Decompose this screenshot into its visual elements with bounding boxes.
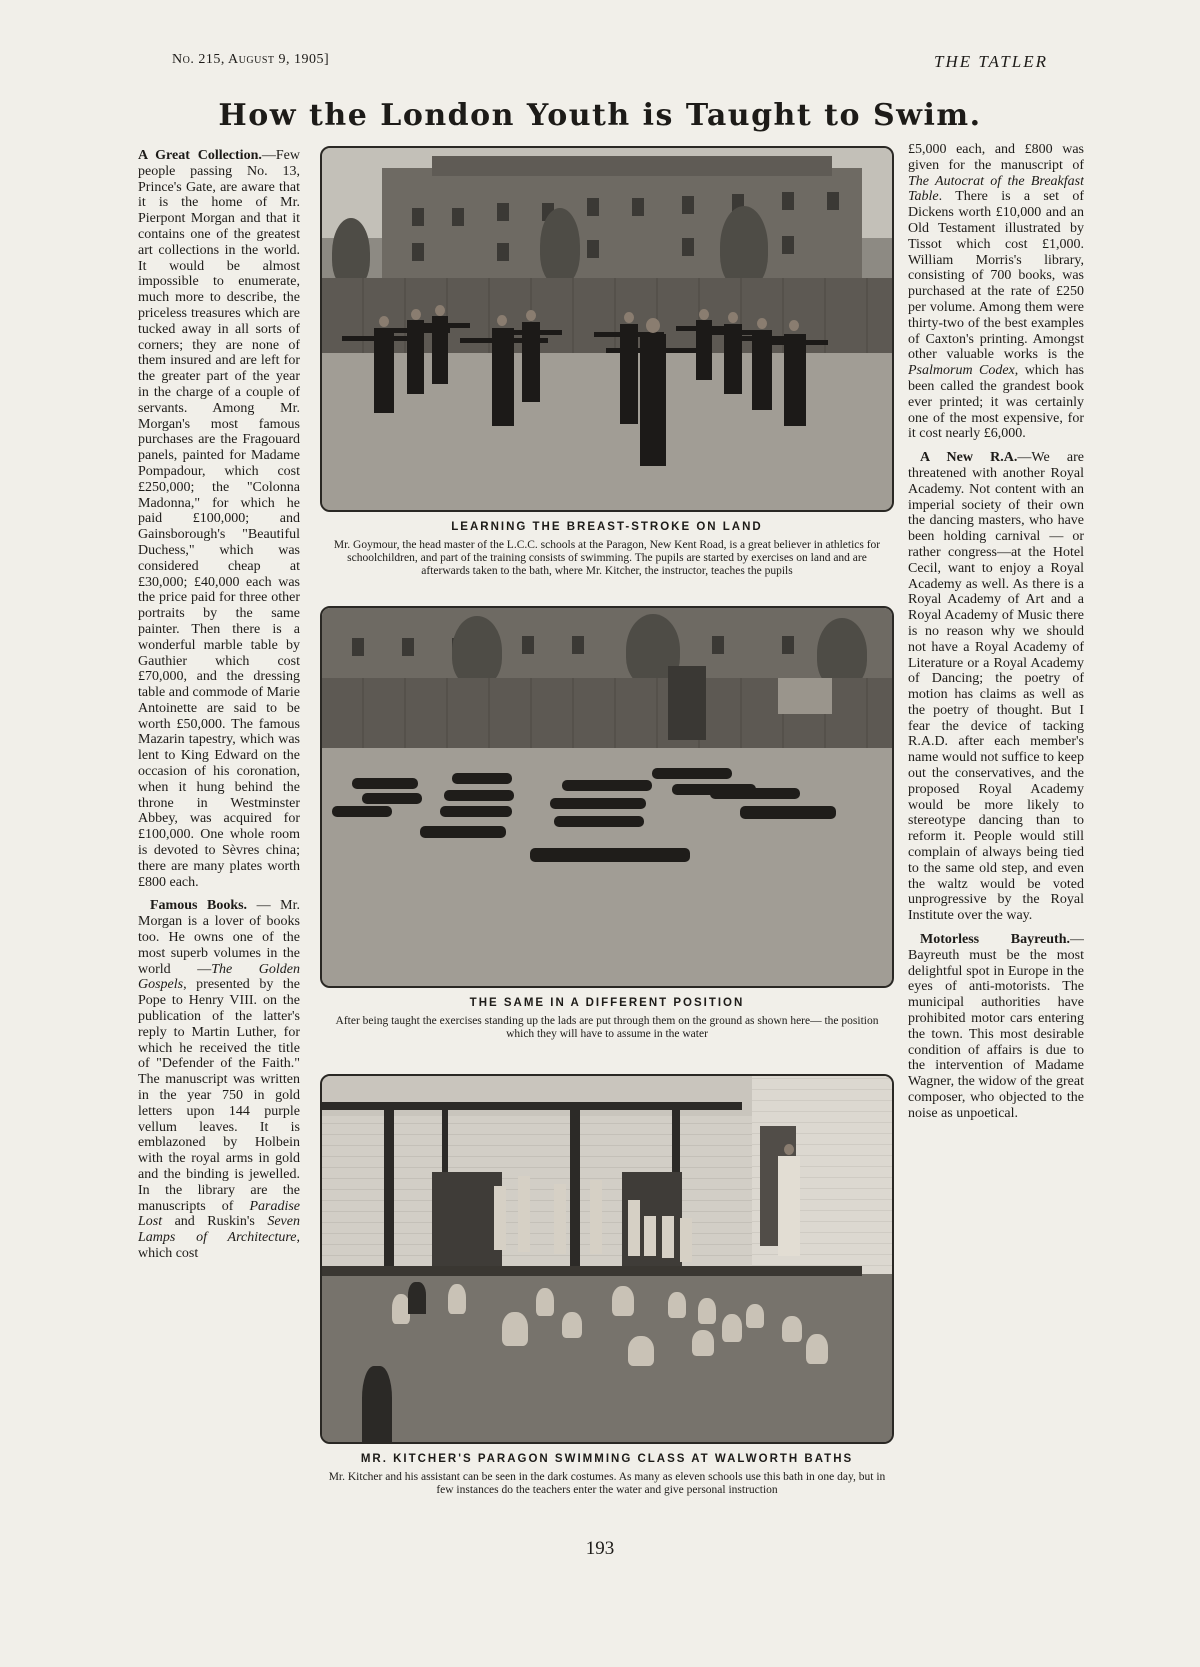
book-title: The Autocrat of the Breakfast Table bbox=[908, 173, 1084, 205]
subhead-great-collection: A Great Collection. bbox=[138, 148, 262, 163]
article-title: How the London Youth is Taught to Swim. bbox=[218, 98, 982, 133]
paragraph-motorless-bayreuth bbox=[908, 932, 1084, 1122]
figure-breast-stroke-on-land bbox=[320, 146, 894, 578]
photo-ground-drill bbox=[320, 606, 894, 988]
paragraph-new-ra bbox=[908, 450, 1084, 924]
figure-1-title: LEARNING THE BREAST-STROKE ON LAND bbox=[451, 521, 763, 533]
book-title: Psalmorum Codex bbox=[908, 363, 1015, 379]
page-number: 193 bbox=[585, 1538, 615, 1559]
figure-swimming-class bbox=[320, 1074, 894, 1497]
text-great-collection: —Few people passing No. 13, Prince's Gate, are aware that it is the home of Mr. Pierpont Morgan and that it contains one of the greatest art collections in the world. It would be almost impossible to enumerate, much more to describe, the priceless treasures which are tucked away in all sorts of corners; they are none of them insured and are left for the greater part of the year in the charge of a couple of servants. Among Mr. Morgan's most famous purchases are the Fragouard panels, painted for Madame Pompadour, which cost £250,000; the "Colonna Madonna," for which he paid £100,000; and Gainsborough's "Beautiful Duchess," which was considered cheap at £30,000; £40,000 each was the price paid for three other portraits by the same painter. Then there is a wonderful marble table by Gauthier which cost £70,000, and the dressing table and commode of Marie Antoinette are said to be worth £50,000. The famous Mazarin tapestry, which was lent to King Edward on the occasion of his coronation, when it hung behind the throne in Westminster Abbey, was acquired for £100,000. One whole room is devoted to Sèvres china; there are many plates worth £800 each. bbox=[138, 148, 300, 890]
book-title: The Golden Gospels bbox=[138, 961, 300, 993]
book-title: Paradise Lost bbox=[138, 1198, 300, 1230]
paragraph-continued bbox=[908, 142, 1084, 442]
right-column bbox=[908, 142, 1084, 1504]
text-new-ra: —We are threatened with another Royal Academy. Not content with an imperial society of their own the dancing masters, who have been holding carnival — or rather congress—at the Hotel Cecil, want to enjoy a Royal Academy as well. As there is a Royal Academy of Art and a Royal Academy of Music there is no reason why we should not have a Royal Academy of Literature or a Royal Academy of Dancing; the poetry of motion has claims as well as the poetry of thought. But I fear the device of tacking R.A.D. after each member's name would not suffice to keep out the conservatives, and the proposed Royal Academy would be more likely to stereotype dancing than to reform it. People would still complain of always being tied to the same old step, and even the waltz would be voted unprogressive by the Royal Institute over the way. bbox=[908, 450, 1084, 924]
text-segment: and Ruskin's bbox=[162, 1214, 268, 1230]
magazine-name: THE TATLER bbox=[934, 52, 1048, 71]
text-segment: — Mr. Morgan is a lover of books too. He owns one of the most superb volumes in the world — bbox=[138, 898, 300, 977]
figure-1-caption: Mr. Goymour, the head master of the L.C.C. schools at the Paragon, New Kent Road, is a great believer in athletics for schoolchildren, and part of the training consists of swimming. The pupils are started by exercises on land and are afterwards taken to the bath, where Mr. Kitcher, the instructor, teaches the pupils bbox=[333, 539, 881, 577]
book-title: Seven Lamps of Architecture bbox=[138, 1214, 300, 1246]
subhead-new-ra: A New R.A. bbox=[920, 450, 1018, 466]
subhead-famous-books: Famous Books. bbox=[150, 898, 248, 914]
paragraph-great-collection bbox=[138, 148, 300, 890]
text-segment: £5,000 each, and £800 was given for the manuscript of bbox=[908, 142, 1084, 173]
text-segment: , which has been called the grandest book ever printed; it was certainly one of the most expensive, for it cost nearly £6,000. bbox=[908, 363, 1084, 442]
photo-walworth-baths bbox=[320, 1074, 894, 1444]
text-motorless-bayreuth: —Bayreuth must be the most delightful spot in Europe in the eyes of anti-motorists. The municipal authorities have prohibited motor cars entering the town. This most desirable condition of affairs is due to the intervention of Madame Wagner, the widow of the great composer, who objected to the noise as unpoetical. bbox=[908, 932, 1084, 1121]
figure-3-caption: Mr. Kitcher and his assistant can be seen in the dark costumes. As many as eleven schools use this bath in one day, but in few instances do the teachers enter the water and give personal instruction bbox=[328, 1471, 886, 1496]
paragraph-famous-books bbox=[138, 898, 300, 1261]
text-segment: , presented by the Pope to Henry VIII. on the publication of the latter's reply to Martin Luther, for which he received the title of "Defender of the Faith." The manuscript was written in the year 750 in gold letters upon 144 purple vellum leaves. It is emblazoned by Holbein with the royal arms in gold and the binding is jewelled. In the library are the manuscripts of bbox=[138, 977, 300, 1214]
running-head bbox=[172, 52, 1048, 74]
text-segment: , which cost bbox=[138, 1230, 300, 1261]
figure-different-position bbox=[320, 606, 894, 1041]
text-segment: . There is a set of Dickens worth £10,000 and an Old Testament illustrated by Tissot which cost £1,000. William Morris's library, consisting of 700 books, was purchased at the rate of £250 per volume. Among them were thirty-two of the best examples of Caxton's printing. Amongst other valuable works is the bbox=[908, 189, 1084, 363]
left-column bbox=[138, 148, 300, 1503]
figure-3-title: MR. KITCHER'S PARAGON SWIMMING CLASS AT WALWORTH BATHS bbox=[360, 1453, 854, 1465]
issue-line: No. 215, August 9, 1905] bbox=[172, 52, 330, 67]
figure-2-caption: After being taught the exercises standing up the lads are put through them on the ground as shown here— the position which they will have to assume in the water bbox=[335, 1015, 879, 1040]
figure-2-title: THE SAME IN A DIFFERENT POSITION bbox=[469, 997, 745, 1009]
photo-standing-drill bbox=[320, 146, 894, 512]
subhead-motorless-bayreuth: Motorless Bayreuth. bbox=[920, 932, 1070, 948]
